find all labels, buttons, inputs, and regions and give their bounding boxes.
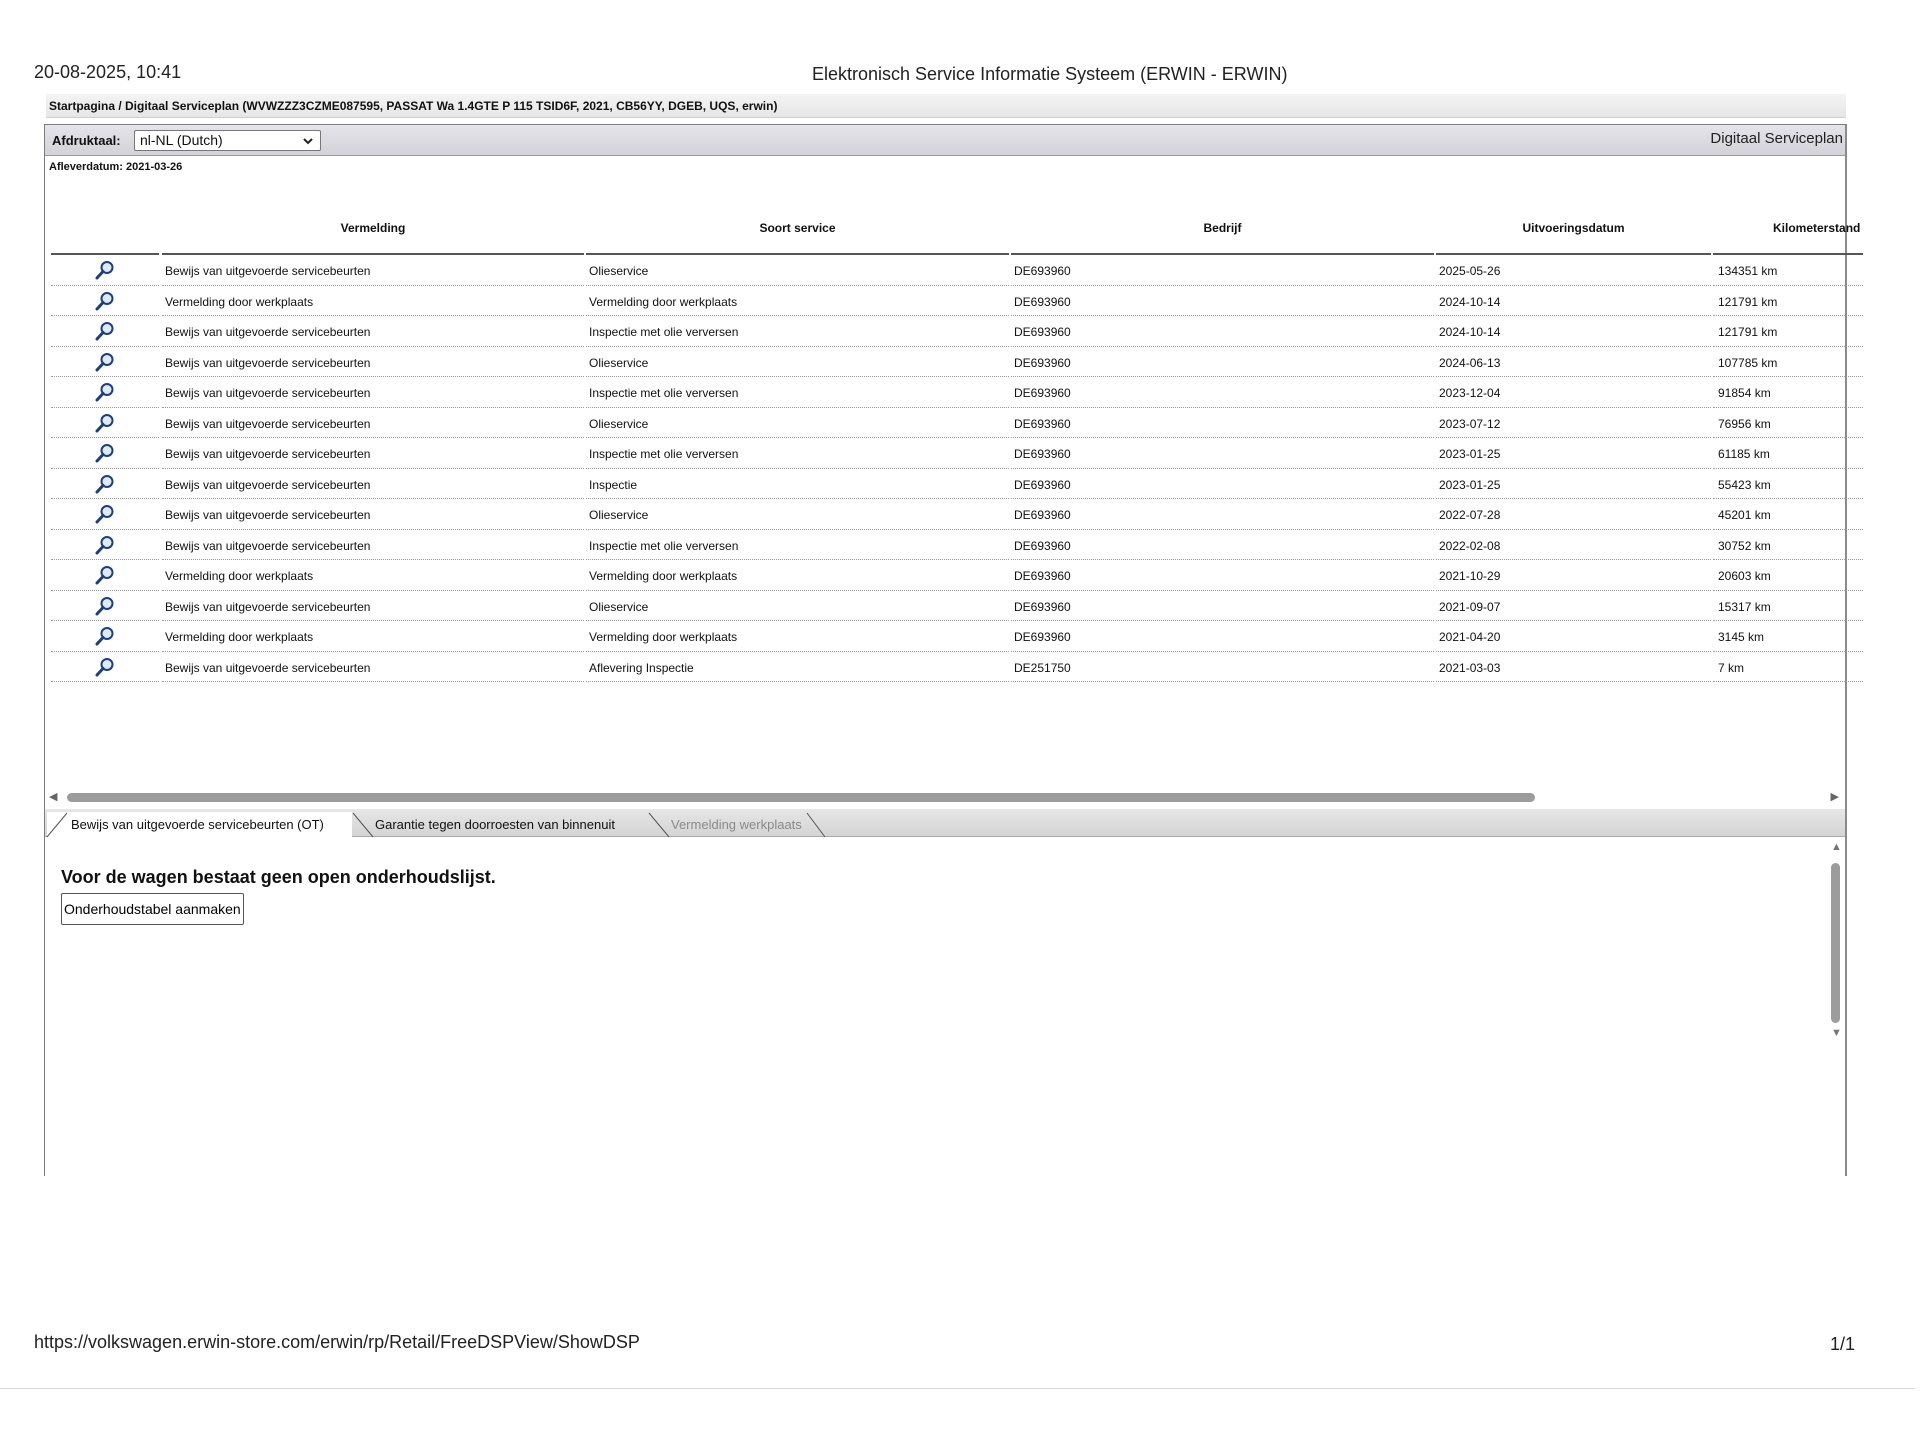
cell-soort-service: Olieservice [586, 591, 1009, 622]
breadcrumb [46, 94, 1846, 118]
cell-soort-service: Olieservice [586, 347, 1009, 378]
cell-kilometerstand: 121791 km [1713, 316, 1863, 347]
cell-vermelding: Bewijs van uitgevoerde servicebeurten [162, 316, 584, 347]
cell-soort-service: Inspectie met olie verversen [586, 316, 1009, 347]
delivery-date: Afleverdatum: 2021-03-26 [49, 161, 183, 173]
magnifier-icon[interactable] [94, 564, 116, 589]
cell-vermelding: Bewijs van uitgevoerde servicebeurten [162, 438, 584, 469]
table-row[interactable] [51, 652, 1851, 683]
cell-kilometerstand: 121791 km [1713, 286, 1863, 317]
cell-uitvoeringsdatum: 2025-05-26 [1436, 255, 1711, 286]
magnifier-icon[interactable] [94, 259, 116, 284]
cell-kilometerstand: 45201 km [1713, 499, 1863, 530]
language-label: Afdruktaal: [52, 133, 121, 148]
chevron-down-icon [302, 131, 314, 154]
table-row[interactable] [51, 255, 1851, 286]
print-page-number: 1/1 [1830, 1334, 1856, 1354]
horizontal-scroll-thumb[interactable] [67, 793, 1535, 802]
cell-bedrijf: DE693960 [1011, 438, 1434, 469]
row-action [51, 316, 159, 347]
magnifier-icon[interactable] [94, 503, 116, 528]
cell-soort-service: Inspectie met olie verversen [586, 530, 1009, 561]
arrow-right-icon[interactable]: ▶ [1830, 791, 1839, 803]
header-icon-column [51, 181, 159, 255]
table-row[interactable] [51, 560, 1851, 591]
header-bedrijf[interactable]: Bedrijf [1011, 181, 1434, 255]
cell-bedrijf: DE693960 [1011, 347, 1434, 378]
cell-soort-service: Inspectie met olie verversen [586, 377, 1009, 408]
row-action [51, 530, 159, 561]
header-soort-service[interactable]: Soort service [586, 181, 1009, 255]
horizontal-scrollbar[interactable] [45, 789, 1845, 805]
cell-soort-service: Inspectie met olie verversen [586, 438, 1009, 469]
table-row[interactable] [51, 286, 1851, 317]
cell-kilometerstand: 61185 km [1713, 438, 1863, 469]
vertical-scroll-thumb[interactable] [1831, 863, 1840, 1023]
cell-bedrijf: DE693960 [1011, 591, 1434, 622]
cell-bedrijf: DE693960 [1011, 499, 1434, 530]
create-maintenance-table-button[interactable]: Onderhoudstabel aanmaken [61, 893, 244, 925]
magnifier-icon[interactable] [94, 290, 116, 315]
language-select-value: nl-NL (Dutch) [140, 132, 223, 148]
cell-kilometerstand: 91854 km [1713, 377, 1863, 408]
cell-bedrijf: DE693960 [1011, 560, 1434, 591]
tab-label: Vermelding werkplaats [671, 817, 802, 832]
vertical-scrollbar[interactable] [1827, 841, 1845, 1043]
language-select[interactable] [134, 130, 321, 151]
cell-kilometerstand: 30752 km [1713, 530, 1863, 561]
cell-vermelding: Bewijs van uitgevoerde servicebeurten [162, 530, 584, 561]
maintenance-panel [45, 839, 1845, 1177]
magnifier-icon[interactable] [94, 320, 116, 345]
row-action [51, 347, 159, 378]
cell-uitvoeringsdatum: 2021-04-20 [1436, 621, 1711, 652]
magnifier-icon[interactable] [94, 351, 116, 376]
cell-bedrijf: DE693960 [1011, 286, 1434, 317]
table-row[interactable] [51, 530, 1851, 561]
row-action [51, 499, 159, 530]
tab-vermelding-werkplaats[interactable] [647, 812, 827, 837]
cell-soort-service: Aflevering Inspectie [586, 652, 1009, 683]
magnifier-icon[interactable] [94, 656, 116, 681]
no-maintenance-message: Voor de wagen bestaat geen open onderhoudslijst. [61, 867, 496, 887]
cell-vermelding: Bewijs van uitgevoerde servicebeurten [162, 408, 584, 439]
table-row[interactable] [51, 621, 1851, 652]
cell-kilometerstand: 20603 km [1713, 560, 1863, 591]
cell-vermelding: Bewijs van uitgevoerde servicebeurten [162, 499, 584, 530]
table-row[interactable] [51, 408, 1851, 439]
row-action [51, 560, 159, 591]
cell-soort-service: Inspectie [586, 469, 1009, 500]
cell-bedrijf: DE693960 [1011, 621, 1434, 652]
cell-soort-service: Vermelding door werkplaats [586, 286, 1009, 317]
cell-uitvoeringsdatum: 2023-12-04 [1436, 377, 1711, 408]
row-action [51, 591, 159, 622]
arrow-left-icon[interactable]: ◀ [49, 791, 58, 803]
table-row[interactable] [51, 469, 1851, 500]
cell-soort-service: Olieservice [586, 408, 1009, 439]
cell-soort-service: Olieservice [586, 255, 1009, 286]
service-table [51, 181, 1861, 682]
print-url: https://volkswagen.erwin-store.com/erwin/rp/Retail/FreeDSPView/ShowDSP [34, 1332, 640, 1352]
magnifier-icon[interactable] [94, 412, 116, 437]
tab-bewijs-servicebeurten[interactable] [47, 812, 352, 837]
cell-uitvoeringsdatum: 2024-10-14 [1436, 316, 1711, 347]
cell-uitvoeringsdatum: 2021-10-29 [1436, 560, 1711, 591]
breadcrumb-text[interactable]: Startpagina / Digitaal Serviceplan (WVWZZZ3CZME087595, PASSAT Wa 1.4GTE P 115 TSID6F, 2021, CB56YY, DGEB, UQS, erwin) [49, 99, 778, 113]
cell-vermelding: Vermelding door werkplaats [162, 286, 584, 317]
magnifier-icon[interactable] [94, 473, 116, 498]
cell-uitvoeringsdatum: 2023-07-12 [1436, 408, 1711, 439]
toolbar [45, 125, 1845, 156]
cell-bedrijf: DE693960 [1011, 530, 1434, 561]
table-header-row [51, 181, 1861, 255]
service-table-viewport [51, 181, 1861, 787]
cell-vermelding: Bewijs van uitgevoerde servicebeurten [162, 469, 584, 500]
arrow-down-icon[interactable]: ▼ [1831, 1027, 1842, 1039]
row-action [51, 377, 159, 408]
magnifier-icon[interactable] [94, 625, 116, 650]
cell-kilometerstand: 55423 km [1713, 469, 1863, 500]
table-body [51, 255, 1851, 682]
cell-kilometerstand: 107785 km [1713, 347, 1863, 378]
cell-bedrijf: DE693960 [1011, 377, 1434, 408]
cell-uitvoeringsdatum: 2022-02-08 [1436, 530, 1711, 561]
cell-vermelding: Bewijs van uitgevoerde servicebeurten [162, 347, 584, 378]
app-frame [44, 124, 1861, 1176]
cell-kilometerstand: 15317 km [1713, 591, 1863, 622]
cell-soort-service: Olieservice [586, 499, 1009, 530]
table-row[interactable] [51, 499, 1851, 530]
cell-uitvoeringsdatum: 2022-07-28 [1436, 499, 1711, 530]
cell-vermelding: Bewijs van uitgevoerde servicebeurten [162, 255, 584, 286]
magnifier-icon[interactable] [94, 442, 116, 467]
cell-uitvoeringsdatum: 2021-03-03 [1436, 652, 1711, 683]
table-row[interactable] [51, 316, 1851, 347]
arrow-up-icon[interactable]: ▲ [1831, 841, 1842, 853]
cell-uitvoeringsdatum: 2021-09-07 [1436, 591, 1711, 622]
cell-kilometerstand: 7 km [1713, 652, 1863, 683]
print-datetime: 20-08-2025, 10:41 [34, 62, 182, 82]
cell-kilometerstand: 3145 km [1713, 621, 1863, 652]
tab-label: Garantie tegen doorroesten van binnenuit [375, 817, 615, 832]
cell-uitvoeringsdatum: 2023-01-25 [1436, 438, 1711, 469]
cell-vermelding: Bewijs van uitgevoerde servicebeurten [162, 652, 584, 683]
magnifier-icon[interactable] [94, 534, 116, 559]
tab-bar [45, 809, 1845, 837]
cell-uitvoeringsdatum: 2024-10-14 [1436, 286, 1711, 317]
header-uitvoeringsdatum[interactable]: Uitvoeringsdatum [1436, 181, 1711, 255]
row-action [51, 469, 159, 500]
row-action [51, 652, 159, 683]
table-row[interactable] [51, 377, 1851, 408]
table-row[interactable] [51, 347, 1851, 378]
cell-kilometerstand: 134351 km [1713, 255, 1863, 286]
cell-soort-service: Vermelding door werkplaats [586, 621, 1009, 652]
cell-vermelding: Vermelding door werkplaats [162, 560, 584, 591]
print-title: Elektronisch Service Informatie Systeem (ERWIN - ERWIN) [812, 64, 1288, 84]
cell-vermelding: Bewijs van uitgevoerde servicebeurten [162, 377, 584, 408]
cell-bedrijf: DE693960 [1011, 469, 1434, 500]
cell-uitvoeringsdatum: 2023-01-25 [1436, 469, 1711, 500]
header-vermelding[interactable]: Vermelding [162, 181, 584, 255]
toolbar-title: Digitaal Serviceplan [1710, 130, 1843, 147]
tab-label: Bewijs van uitgevoerde servicebeurten (OT) [71, 817, 324, 832]
cell-bedrijf: DE693960 [1011, 316, 1434, 347]
row-action [51, 621, 159, 652]
row-action [51, 438, 159, 469]
tab-garantie-doorroesten[interactable] [351, 812, 648, 837]
magnifier-icon[interactable] [94, 595, 116, 620]
table-row[interactable] [51, 438, 1851, 469]
cell-soort-service: Vermelding door werkplaats [586, 560, 1009, 591]
cell-kilometerstand: 76956 km [1713, 408, 1863, 439]
row-action [51, 408, 159, 439]
table-row[interactable] [51, 591, 1851, 622]
row-action [51, 255, 159, 286]
footer-divider [0, 1388, 1915, 1389]
row-action [51, 286, 159, 317]
cell-vermelding: Vermelding door werkplaats [162, 621, 584, 652]
header-kilometerstand[interactable]: Kilometerstand [1713, 181, 1863, 255]
cell-vermelding: Bewijs van uitgevoerde servicebeurten [162, 591, 584, 622]
cell-bedrijf: DE251750 [1011, 652, 1434, 683]
cell-bedrijf: DE693960 [1011, 255, 1434, 286]
cell-uitvoeringsdatum: 2024-06-13 [1436, 347, 1711, 378]
magnifier-icon[interactable] [94, 381, 116, 406]
cell-bedrijf: DE693960 [1011, 408, 1434, 439]
